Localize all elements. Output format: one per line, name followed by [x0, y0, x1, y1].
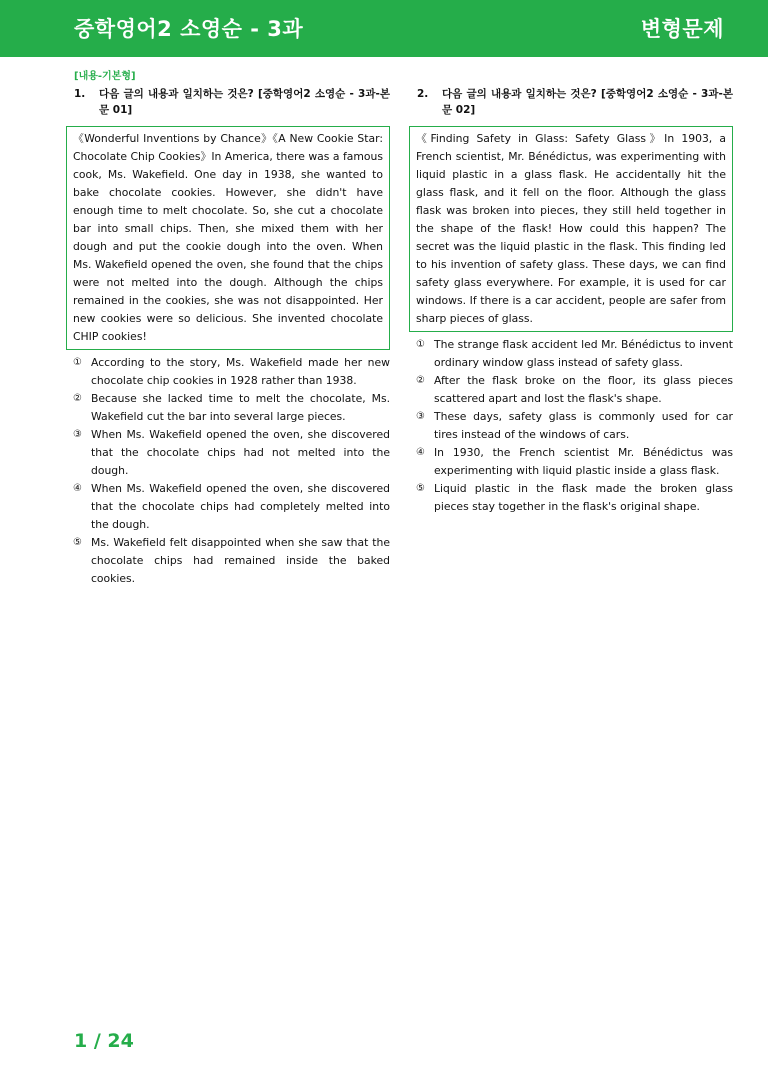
question-2-passage: 《Finding Safety in Glass: Safety Glass》In 1903, a French scientist, Mr. Bénédictus, was experimenting with liquid plastic in a glass flask. He accidentally hit the glass flask, and it fell on the floor. Although the glass flask was broken into pieces, they still held together in the shape of the flask! How could this happen? The secret was the liquid plastic in the flask. This finding led to his invention of safety glass. These days, we can find safety glass everywhere. For example, it is used for car windows. If there is a car accident, people are safer from sharp pieces of glass.: [409, 126, 733, 332]
question-1-passage: 《Wonderful Inventions by Chance》《A New Cookie Star: Chocolate Chip Cookies》In America, there was a famous cook, Ms. Wakefield. One day in 1938, she wanted to bake chocolate cookies. However, she didn't have enough time to melt chocolate. So, she cut a chocolate bar into small chips. Then, she mixed them with her dough and put the cookie dough into the oven. When Ms. Wakefield opened the oven, she found that the chips were not melted into the dough. Although the chips remained in the cookies, she was not disappointed. Her new cookies were so delicious. She invented chocolate CHIP cookies!: [66, 126, 390, 350]
option-text: Liquid plastic in the flask made the broken glass pieces stay together in the flask's original shape.: [434, 482, 733, 513]
question-1-option-2[interactable]: [66, 390, 390, 426]
header-label: 변형문제: [640, 17, 724, 41]
option-number: ③: [416, 411, 425, 422]
question-2-option-3[interactable]: [409, 408, 733, 444]
question-1-options: [66, 354, 390, 588]
option-number: ③: [73, 429, 82, 440]
option-number: ⑤: [73, 537, 82, 548]
option-number: ④: [73, 483, 82, 494]
option-text: These days, safety glass is commonly used for car tires instead of the windows of cars.: [434, 410, 733, 441]
question-2-prompt: 다음 글의 내용과 일치하는 것은? [중학영어2 소영순 - 3과-본문 02]: [442, 88, 733, 116]
question-2-number: 2.: [417, 88, 429, 100]
page-number: 1 / 24: [74, 1030, 134, 1052]
question-2-options: [409, 336, 733, 516]
question-2: [409, 86, 733, 516]
option-number: ①: [416, 339, 425, 350]
question-1: [66, 86, 390, 588]
question-2-option-2[interactable]: [409, 372, 733, 408]
question-1-option-3[interactable]: [66, 426, 390, 480]
option-text: The strange flask accident led Mr. Bénédictus to invent ordinary window glass instead of safety glass.: [434, 338, 733, 369]
question-1-option-4[interactable]: [66, 480, 390, 534]
question-1-title: [66, 86, 390, 118]
option-text: After the flask broke on the floor, its glass pieces scattered apart and lost the flask's shape.: [434, 374, 733, 405]
option-text: Because she lacked time to melt the chocolate, Ms. Wakefield cut the bar into several large pieces.: [91, 392, 390, 423]
question-2-option-5[interactable]: [409, 480, 733, 516]
header-title: 중학영어2 소영순 - 3과: [74, 17, 304, 41]
option-number: ⑤: [416, 483, 425, 494]
option-text: According to the story, Ms. Wakefield made her new chocolate chip cookies in 1928 rather than 1938.: [91, 356, 390, 387]
question-2-option-4[interactable]: [409, 444, 733, 480]
option-number: ①: [73, 357, 82, 368]
option-text: When Ms. Wakefield opened the oven, she discovered that the chocolate chips had not melted into the dough.: [91, 428, 390, 477]
option-number: ④: [416, 447, 425, 458]
option-text: In 1930, the French scientist Mr. Bénédictus was experimenting with liquid plastic inside a glass flask.: [434, 446, 733, 477]
question-1-number: 1.: [74, 88, 86, 100]
option-text: When Ms. Wakefield opened the oven, she discovered that the chocolate chips had completely melted into the dough.: [91, 482, 390, 531]
question-category: [내용-기본형]: [74, 71, 136, 82]
option-number: ②: [416, 375, 425, 386]
question-1-option-1[interactable]: [66, 354, 390, 390]
page-header: [0, 0, 768, 57]
option-number: ②: [73, 393, 82, 404]
question-2-title: [409, 86, 733, 118]
question-2-option-1[interactable]: [409, 336, 733, 372]
question-1-prompt: 다음 글의 내용과 일치하는 것은? [중학영어2 소영순 - 3과-본문 01]: [99, 88, 390, 116]
option-text: Ms. Wakefield felt disappointed when she saw that the chocolate chips had remained inside the baked cookies.: [91, 536, 390, 585]
question-1-option-5[interactable]: [66, 534, 390, 588]
